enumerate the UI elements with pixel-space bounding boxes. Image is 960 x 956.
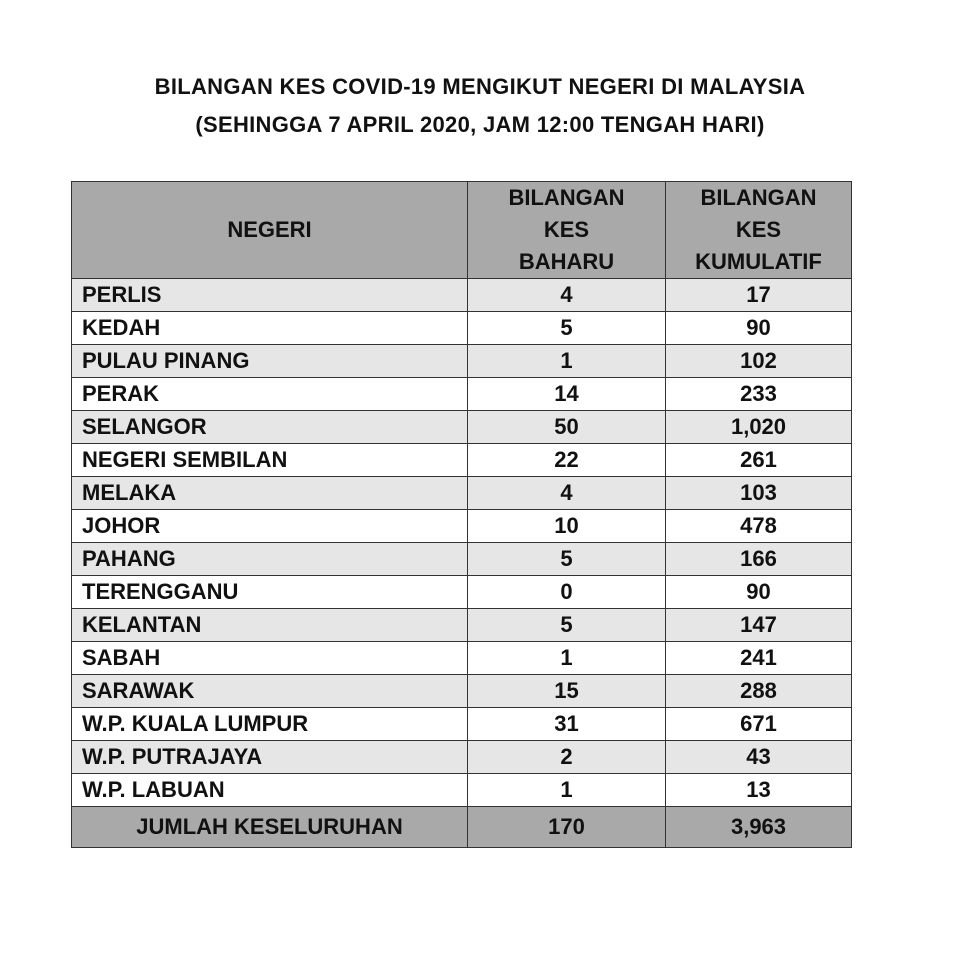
cumulative-cell: 233 xyxy=(666,378,852,411)
header-new-cases-line: BAHARU xyxy=(518,249,615,274)
state-cell: PERAK xyxy=(72,378,468,411)
state-cell: PAHANG xyxy=(72,543,468,576)
state-cell: KELANTAN xyxy=(72,609,468,642)
new-cases-cell: 2 xyxy=(468,741,666,774)
new-cases-cell: 31 xyxy=(468,708,666,741)
document-subtitle: (SEHINGGA 7 APRIL 2020, JAM 12:00 TENGAH HARI) xyxy=(195,112,765,137)
header-new-cases-line: KES xyxy=(543,217,590,242)
cumulative-cell: 1,020 xyxy=(666,411,852,444)
new-cases-cell: 4 xyxy=(468,279,666,312)
total-cumulative: 3,963 xyxy=(666,807,852,848)
new-cases-cell: 14 xyxy=(468,378,666,411)
table-row xyxy=(72,741,852,774)
state-cell: SARAWAK xyxy=(72,675,468,708)
header-state: NEGERI xyxy=(72,182,468,279)
total-label: JUMLAH KESELURUHAN xyxy=(72,807,468,848)
state-cell: KEDAH xyxy=(72,312,468,345)
header-new-cases-line: BILANGAN xyxy=(508,185,625,210)
state-cell: MELAKA xyxy=(72,477,468,510)
covid-cases-table xyxy=(71,181,852,848)
new-cases-cell: 0 xyxy=(468,576,666,609)
new-cases-cell: 5 xyxy=(468,609,666,642)
header-cumulative xyxy=(666,182,852,279)
table-row xyxy=(72,774,852,807)
table-row xyxy=(72,642,852,675)
cumulative-cell: 478 xyxy=(666,510,852,543)
new-cases-cell: 5 xyxy=(468,312,666,345)
cumulative-cell: 671 xyxy=(666,708,852,741)
header-cumulative-line: KES xyxy=(735,217,782,242)
cumulative-cell: 166 xyxy=(666,543,852,576)
state-cell: NEGERI SEMBILAN xyxy=(72,444,468,477)
header-new-cases xyxy=(468,182,666,279)
cumulative-cell: 261 xyxy=(666,444,852,477)
header-cumulative-line: BILANGAN xyxy=(700,185,817,210)
table-row xyxy=(72,543,852,576)
cumulative-cell: 288 xyxy=(666,675,852,708)
cumulative-cell: 17 xyxy=(666,279,852,312)
new-cases-cell: 5 xyxy=(468,543,666,576)
cumulative-cell: 241 xyxy=(666,642,852,675)
state-cell: SABAH xyxy=(72,642,468,675)
state-cell: PULAU PINANG xyxy=(72,345,468,378)
table-row xyxy=(72,609,852,642)
new-cases-cell: 1 xyxy=(468,642,666,675)
state-cell: TERENGGANU xyxy=(72,576,468,609)
cumulative-cell: 90 xyxy=(666,312,852,345)
state-cell: PERLIS xyxy=(72,279,468,312)
state-cell: W.P. LABUAN xyxy=(72,774,468,807)
table-row xyxy=(72,708,852,741)
state-cell: SELANGOR xyxy=(72,411,468,444)
cumulative-cell: 90 xyxy=(666,576,852,609)
table-row xyxy=(72,444,852,477)
table-row xyxy=(72,576,852,609)
new-cases-cell: 1 xyxy=(468,345,666,378)
table-row xyxy=(72,378,852,411)
table-row xyxy=(72,675,852,708)
cumulative-cell: 43 xyxy=(666,741,852,774)
table-row xyxy=(72,345,852,378)
table-row xyxy=(72,279,852,312)
table-row xyxy=(72,411,852,444)
new-cases-cell: 10 xyxy=(468,510,666,543)
table-row xyxy=(72,477,852,510)
state-cell: W.P. PUTRAJAYA xyxy=(72,741,468,774)
new-cases-cell: 50 xyxy=(468,411,666,444)
document-title: BILANGAN KES COVID-19 MENGIKUT NEGERI DI MALAYSIA xyxy=(154,74,806,99)
cumulative-cell: 13 xyxy=(666,774,852,807)
header-cumulative-line: KUMULATIF xyxy=(695,249,822,274)
new-cases-cell: 4 xyxy=(468,477,666,510)
table-header-row xyxy=(72,182,852,279)
new-cases-cell: 1 xyxy=(468,774,666,807)
table-row xyxy=(72,510,852,543)
total-row xyxy=(72,807,852,848)
new-cases-cell: 15 xyxy=(468,675,666,708)
cumulative-cell: 147 xyxy=(666,609,852,642)
table-row xyxy=(72,312,852,345)
cumulative-cell: 102 xyxy=(666,345,852,378)
new-cases-cell: 22 xyxy=(468,444,666,477)
cumulative-cell: 103 xyxy=(666,477,852,510)
total-new-cases: 170 xyxy=(468,807,666,848)
state-cell: JOHOR xyxy=(72,510,468,543)
state-cell: W.P. KUALA LUMPUR xyxy=(72,708,468,741)
